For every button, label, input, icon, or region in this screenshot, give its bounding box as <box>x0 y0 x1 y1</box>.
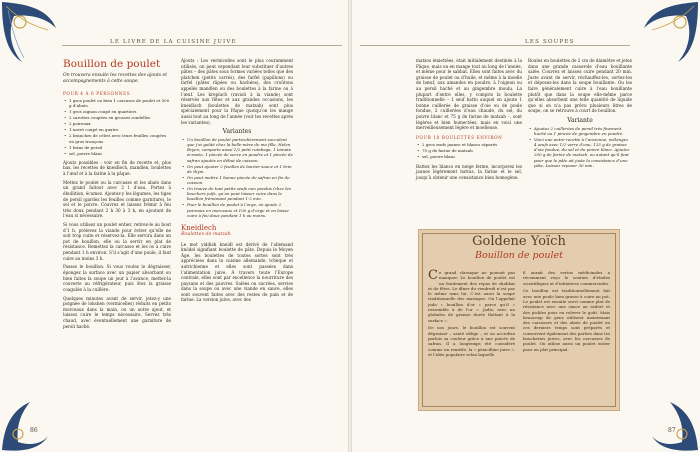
kneidlech-title: Kneidlech <box>181 223 217 232</box>
list-item: • Ajoutez 2 cuillerées de persil très finement haché ou 1 pincée de gingembre en poudre. <box>528 126 632 136</box>
recipe-column-4 <box>528 58 632 169</box>
body-paragraph: Ajouts possibles : voir en fin de recette et, plus bas, les recettes de kneidlech, mandlen, boulettes à l’œuf et à la farine à la pâque. <box>63 159 171 176</box>
list-item: • 1 gros oignon coupé en quartiers <box>63 109 171 114</box>
variants-heading: Variantes <box>222 128 252 136</box>
goldene-yoich-box <box>418 229 620 411</box>
recipe-column-3 <box>416 58 522 183</box>
corner-ornament-icon <box>0 392 50 452</box>
list-item: • On peut ajouter 2 feuilles de laurier-sauce et 1 brin de thym. <box>181 164 293 174</box>
body-paragraph: Battez les blancs en neige ferme, incorporez les jaunes légèrement battus, la farine et le sel, jusqu’à obtenir une consistance bien homogène. <box>416 163 522 180</box>
body-paragraph: Le mot yiddish kneidl est dérivé de l’allemand knödel signifiant boulette de pâte. Depuis le Moyen Âge, les boulettes de toutes sortes sont très appréciées dans la cuisine allemande, tchèque et autrichienne et elles sont passées dans l’alimentation juive. À travers toute l’Europe centrale, elles sont par excellence la nourriture des paysans et des pauvres. Salées ou sucrées, servies dans la soupe ou avec une viande en sauce, elles sont souvent faites avec des restes de pain et de farine. La version juive, avec des <box>181 241 293 303</box>
recipe-title: Bouillon de poulet <box>63 58 161 70</box>
body-paragraph: matzos émiettées, était initialement destinée à la Pâque, mais on en mange tout au long de l’année, et même pour le sabbat. Elles sont faites avec du graisse de poulet ou d’huile, et même à la moelle de bœuf, aux amandes en poudre, à l’oignon ou au persil haché et au gingembre moulu. La plupart d’entre elles, y compris la boulette traditionnelle – 1 œuf battu auquel on ajoute 1 bonne cuillerée de graisse d’oie ou de poule fondue, 2 cuillerées d’eau chaude, du sel, du poivre blanc et 75 g de farine de matzah –, sont légères et bien humectées, mais en voici une merveilleusement légère et moelleuse. <box>416 58 522 131</box>
body-paragraph: De nos jours, le bouillon est souvent dégraissé – santé oblige – et on accroîtra parfois sa couleur grâce à une pincée de safran. Il a longtemps été considéré comme un remède, la « pénicilline juive », et l’idée populaire selon laquelle <box>428 325 515 357</box>
body-paragraph: Passez le bouillon. Si vous voulez le dégraisser, épongez la surface avec un papier absorbant ou bien faites la soupe un jour à l’avance, mettez-la couverte au réfrigérateur, puis ôtez la graisse coagulée à la cuillère. <box>63 264 171 292</box>
list-item: • 1 brins de persil <box>63 145 171 150</box>
list-item: • 2 gros œufs jaunes et blancs séparés <box>416 142 522 147</box>
body-paragraph: il aurait des vertus médicinales a récemment reçu le soutien d’études scientifiques et d’initiatives commerciales. <box>523 270 610 286</box>
running-head-right: LES SOUPES <box>525 39 575 45</box>
recipe-column-1 <box>63 58 171 332</box>
kneidlech-subtitle: Boulettes de matzah <box>181 231 231 237</box>
body-paragraph: Ajouts : Les vermicelles sont le plus couramment utilisés, on peut cependant leur substituer d’autres pâtes – des pâtes sous formes variées telles que des platchen (petits carrés), des farfel (papillons) ou farfel (pâtes râpées ou hachées), des croûtons appelés mandlen ou des boulettes à la farine ou à l’œuf. Les kreplach (ravioli à la viande) sont réservés aux fêtes et aux grandes occasions, les kneidlach (boulettes de matzah) sont plus spécialement pour la Pâque quoiqu’on les mange aussi tout au long de l’année (voir les recettes après les variantes). <box>181 58 293 125</box>
corner-ornament-icon <box>0 0 60 70</box>
variant-list <box>528 126 632 168</box>
running-head-left: LE LIVRE DE LA CUISINE JUIVE <box>110 39 237 45</box>
box-column-right <box>523 270 610 354</box>
ingredient-list <box>63 98 171 156</box>
list-item: • Pour le bouillon de poulet à l’orge, on ajoute 2 poireaux en morceaux et 100 g d’orge et on laisse cuire à feu doux pendant 1 h au moins. <box>181 202 293 218</box>
list-item: • On trouve de tout petits œufs non pondus (chez les bouchers juifs, qu’on peut laisser cuire dans le bouillon frémissant pendant 1-2 min. <box>181 186 293 202</box>
body-paragraph: Si vous utilisez un poulet entier, retirez-le au bout d’1 h, prélevez la viande pour éviter qu’elle ne soit trop cuite et réservez-la. Elle servira dans un pot de bouillon, elle ou la servir en plat de résistance. Remettez la carcasse et les os à cuire pendant 1 h environ. S’il s’agit d’une poule, il faut cuire au moins 3 h. <box>63 222 171 261</box>
servings-label: POUR 18 BOULETTES ENVIRON <box>416 134 503 140</box>
list-item: • 75 g de farine de matzah <box>416 148 522 153</box>
header-rule <box>62 45 342 46</box>
body-paragraph: Quelques minutes avant de servir, jetez-y une poignée de lokshen (vermicelles) réduits en petits morceaux dans la main, ou un autre ajout, et laissez cuire le temps nécessaire. Servez très chaud, avec éventuellement une garniture de persil haché. <box>63 295 171 329</box>
page-number-left: 86 <box>30 427 38 434</box>
list-item: • Un bouillon de poulet particulièrement succulent que j’ai goûté chez la belle-mère de ma fille, Helen Bryen, comporte aussi 1/2 petit rutabaga, 1 tomate écrasée, 1 pincée de sucre en poudre et 1 pincée de safran ajoutés en début de cuisson. <box>181 137 293 163</box>
list-item: • 1 navet coupé en quatre <box>63 127 171 132</box>
box-text: e grand classique ne pouvait pas manquer. Le bouillon de poulet est un fondement des repas de shabbat et de fêtes. Le dîner du vendredi n’est pas le même sans lui. C’est aussi la soupe traditionnelle des mariages. On l’appelait juda « bouillon d’or » parce qu’il « ressemble à de l’or ». Jadis, avec un globules de graisse dorée flottant à la surface ». <box>428 270 515 323</box>
recipe-intro: On trouvera ensuite les recettes des ajouts et accompagnements à cette soupe. <box>63 73 168 84</box>
list-item: • 2 poireaux <box>63 121 171 126</box>
list-item: • 1 gros poulet ou bien 1 carcasse de poulet et 500 g d’abats <box>63 98 171 108</box>
variants-heading: Variante <box>567 116 593 124</box>
body-paragraph: Ce bouillon est traditionnellement fait avec une poule bien grasse à cuire au pot. Le poulet est ensuite servi comme plat de résistance avec une sauce au raifort et des pickles pour en relever le goût. Mais beaucoup de gens utilisent maintenant des carcasses et des abats de poulet en ces derniers temps sont préparés et conservent également des parties dans les boucheries juives, avec les carcasses de poulet. On utilise aussi un poulet entier pour un plat principal. <box>523 288 610 352</box>
corner-ornament-icon <box>650 392 700 452</box>
body-paragraph <box>428 270 515 323</box>
drop-cap: C <box>428 268 438 283</box>
list-item: • sel, poivre blanc <box>416 154 522 159</box>
list-item: • 2 branches de céleri avec leurs feuilles coupées en gros tronçons <box>63 133 171 143</box>
body-paragraph: Roulez en boulettes de 2 cm de diamètre et jetez dans une grande casserole d’eau bouillante salée. Couvrez et laissez cuire pendant 20 min. Juste avant de servir, réchauffez-les, sortez-les et déposez-les dans la soupe bouillante. Ou les faire généralement cuire à l’eau bouillante plutôt que dans la soupe elle-même parce qu’elles absorbent une telle quantité de liquide que si on n’a pas prévu plusieurs litres de soupe, on se retrouve à court de bouillon. <box>528 58 632 114</box>
ingredient-list <box>416 142 522 159</box>
box-subtitle: Bouillon de poulet <box>475 250 563 261</box>
box-column-left <box>428 270 515 360</box>
variant-list <box>181 137 293 218</box>
box-title: Goldene Yoïch <box>472 234 566 249</box>
recipe-column-2 <box>181 58 293 306</box>
page-number-right: 87 <box>668 427 676 434</box>
servings-label: POUR 4 À 6 PERSONNES <box>63 90 131 96</box>
list-item: • On peut mettre 1 bonne pincée de safran en fin de cuisson. <box>181 175 293 185</box>
header-rule <box>360 45 630 46</box>
body-paragraph: Mettez le poulet ou la carcasse et les abats dans un grand faitout avec 2 l d’eau. Portez à ébullition, écumez. Ajoutez-y les légumes, les tiges de persil (gardez les feuilles comme garniture), le sel et le poivre. Couvrez et laissez frémir à feu très doux pendant 2 h 30 à 3 h, en ajoutant de l’eau si nécessaire. <box>63 179 172 219</box>
list-item: • sel, poivre blanc <box>63 151 171 156</box>
list-item: • 2 carottes coupées en grosses rondelles <box>63 115 171 120</box>
corner-ornament-icon <box>640 0 700 70</box>
list-item: • Voici une autre recette à l’ancienne, mélangez 4 œufs avec 1/2 verre d’eau, 125 g de graisse d’oie fondue, du sel et du poivre blanc. Ajoutez 200 g de farine de matzah, ou autant qu’il faut pour que le pâte ait juste la consistance d’une pâte. Laissez reposer 30 min. <box>528 137 632 168</box>
